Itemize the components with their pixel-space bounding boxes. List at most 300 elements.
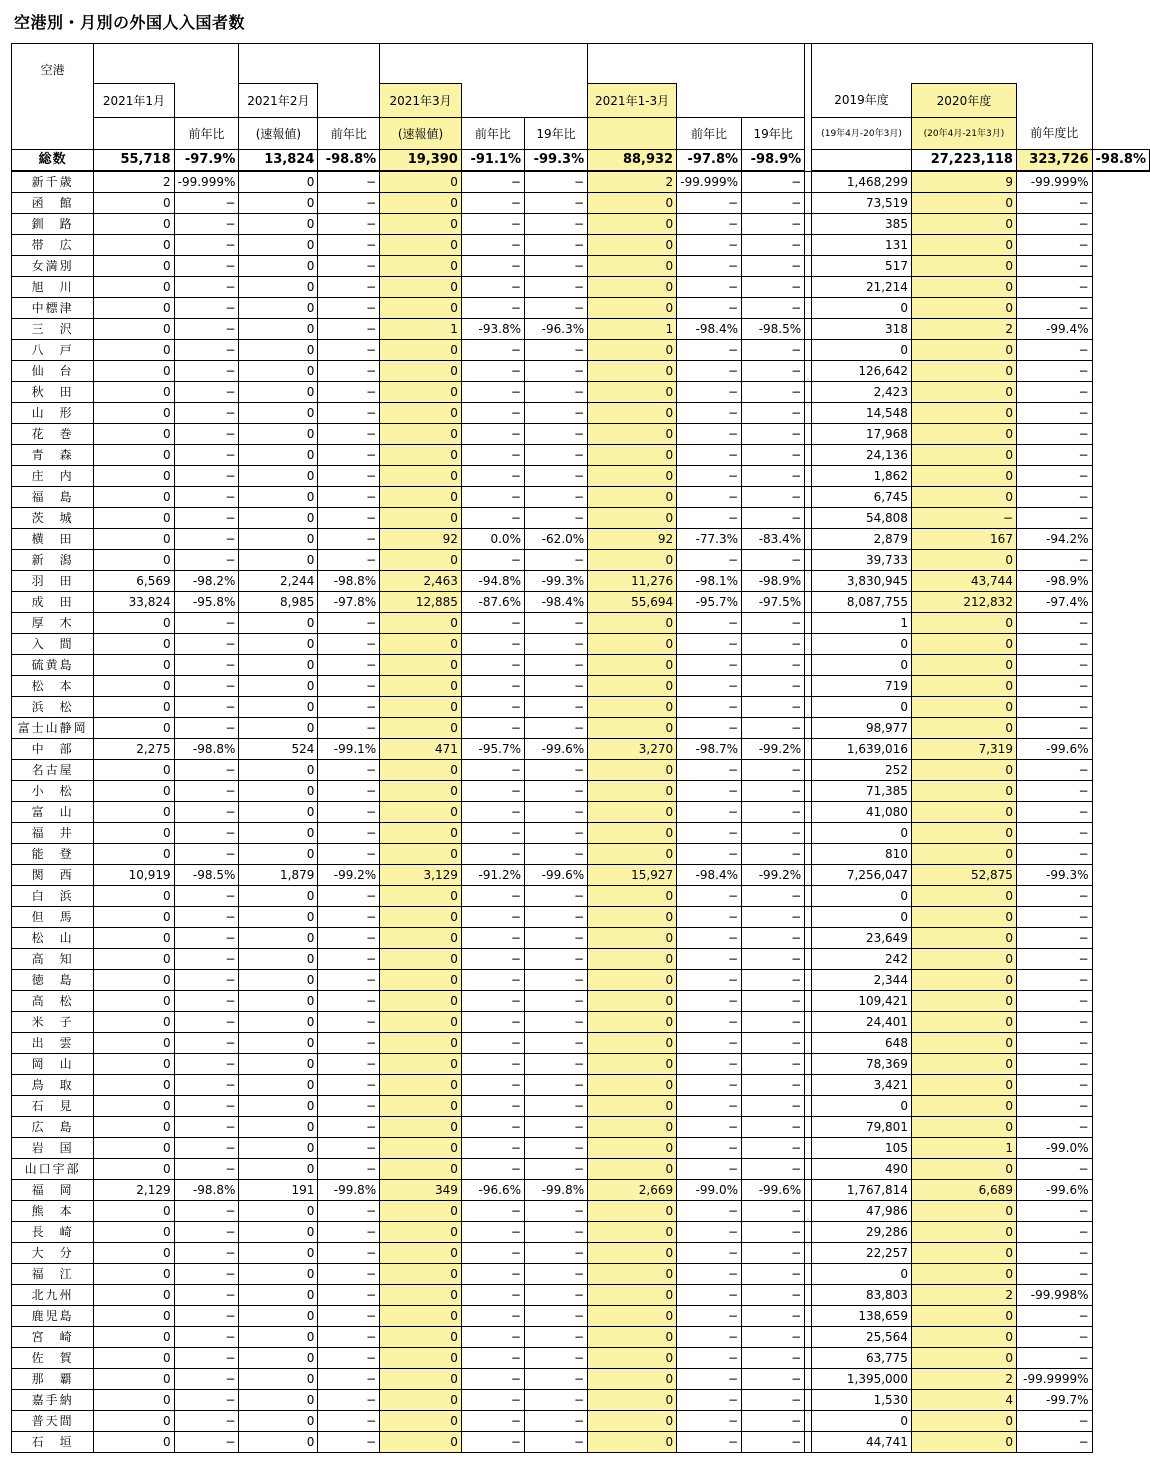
header-airport: 空港: [12, 44, 94, 84]
table-cell: −: [677, 1348, 742, 1369]
table-cell: −: [742, 676, 805, 697]
table-cell: 0: [239, 1075, 318, 1096]
table-cell: −: [1016, 907, 1092, 928]
table-cell: 0: [380, 1075, 462, 1096]
table-cell: 0: [239, 1222, 318, 1243]
header-q1: 2021年1-3月: [588, 84, 677, 118]
table-cell: 0: [239, 1285, 318, 1306]
table-cell: 0: [94, 487, 174, 508]
table-cell: −: [461, 949, 524, 970]
table-cell: 0: [812, 907, 912, 928]
header-fy2019: 2019年度: [812, 84, 912, 118]
airport-name: 花 巻: [12, 424, 94, 445]
table-cell: 323,726: [1016, 150, 1092, 172]
table-cell: −: [524, 886, 587, 907]
table-cell: 0: [588, 970, 677, 991]
table-cell: 78,369: [812, 1054, 912, 1075]
table-cell: -99.999%: [1016, 171, 1092, 193]
table-cell: 0: [239, 802, 318, 823]
table-cell: -87.6%: [461, 592, 524, 613]
table-cell: −: [174, 319, 239, 340]
table-cell: -99.8%: [524, 1180, 587, 1201]
table-cell: −: [461, 676, 524, 697]
table-cell: −: [174, 214, 239, 235]
table-cell: 11,276: [588, 571, 677, 592]
table-cell: −: [1016, 1348, 1092, 1369]
table-cell: −: [318, 1138, 380, 1159]
table-cell: −: [318, 676, 380, 697]
table-cell: 0: [588, 340, 677, 361]
table-cell: 73,519: [812, 193, 912, 214]
table-cell: −: [1016, 823, 1092, 844]
table-cell: −: [461, 1033, 524, 1054]
table-cell: −: [1016, 760, 1092, 781]
table-cell: −: [1016, 949, 1092, 970]
table-row: [12, 403, 1150, 424]
table-cell: 0: [239, 445, 318, 466]
table-cell: 0: [94, 1306, 174, 1327]
table-cell: 0: [911, 256, 1016, 277]
table-cell: −: [677, 214, 742, 235]
table-cell: −: [318, 361, 380, 382]
table-cell: −: [524, 340, 587, 361]
table-cell: 0: [588, 1390, 677, 1411]
table-cell: −: [1016, 1222, 1092, 1243]
table-cell: −: [742, 1411, 805, 1432]
table-cell: 0: [94, 403, 174, 424]
table-cell: −: [742, 1033, 805, 1054]
airport-name: 成 田: [12, 592, 94, 613]
table-cell: −: [524, 1222, 587, 1243]
table-cell: −: [461, 1285, 524, 1306]
table-cell: −: [461, 466, 524, 487]
airport-name: 中標津: [12, 298, 94, 319]
table-cell: 0: [911, 1075, 1016, 1096]
table-cell: −: [524, 1033, 587, 1054]
table-cell: −: [1016, 508, 1092, 529]
table-cell: −: [461, 235, 524, 256]
table-row: [12, 634, 1150, 655]
table-cell: 0: [911, 781, 1016, 802]
table-cell: 8,985: [239, 592, 318, 613]
table-cell: −: [742, 1243, 805, 1264]
table-cell: −: [318, 844, 380, 865]
table-cell: -62.0%: [524, 529, 587, 550]
table-cell: 43,744: [911, 571, 1016, 592]
table-cell: 0: [380, 445, 462, 466]
table-cell: 0: [588, 1327, 677, 1348]
table-cell: 0: [94, 445, 174, 466]
table-cell: −: [524, 1012, 587, 1033]
table-cell: −: [174, 445, 239, 466]
table-cell: 0: [588, 487, 677, 508]
table-cell: −: [524, 1285, 587, 1306]
table-cell: -99.2%: [742, 865, 805, 886]
table-cell: 83,803: [812, 1285, 912, 1306]
table-cell: -98.9%: [1016, 571, 1092, 592]
header-fy2019-sub: (19年4月-20年3月): [812, 118, 912, 150]
table-row: [12, 1306, 1150, 1327]
table-cell: 0: [239, 1159, 318, 1180]
table-cell: −: [174, 487, 239, 508]
table-cell: 92: [380, 529, 462, 550]
table-cell: 0: [911, 655, 1016, 676]
table-cell: 0: [239, 214, 318, 235]
table-cell: -99.999%: [174, 171, 239, 193]
table-cell: −: [1016, 235, 1092, 256]
table-cell: 0: [380, 1285, 462, 1306]
table-cell: −: [174, 298, 239, 319]
table-cell: 1,395,000: [812, 1369, 912, 1390]
table-cell: 0: [380, 235, 462, 256]
table-cell: -98.9%: [742, 571, 805, 592]
airport-name: 帯 広: [12, 235, 94, 256]
table-cell: 0: [239, 298, 318, 319]
table-cell: 22,257: [812, 1243, 912, 1264]
table-cell: 0: [239, 1432, 318, 1453]
table-cell: 0: [380, 1033, 462, 1054]
table-cell: -99.999%: [677, 171, 742, 193]
table-cell: 0: [239, 1054, 318, 1075]
airport-name: 広 島: [12, 1117, 94, 1138]
table-cell: 2,275: [94, 739, 174, 760]
table-cell: −: [1016, 361, 1092, 382]
table-cell: 0: [239, 760, 318, 781]
table-cell: −: [524, 949, 587, 970]
table-cell: −: [461, 1075, 524, 1096]
airport-name: 旭 川: [12, 277, 94, 298]
table-cell: −: [174, 424, 239, 445]
table-cell: −: [318, 760, 380, 781]
table-cell: 0: [588, 1243, 677, 1264]
airport-name: 嘉手納: [12, 1390, 94, 1411]
table-cell: −: [174, 697, 239, 718]
table-cell: 0: [239, 823, 318, 844]
header-q1-vs19: 19年比: [742, 118, 805, 150]
table-cell: −: [524, 634, 587, 655]
table-cell: 1,639,016: [812, 739, 912, 760]
table-cell: 0: [94, 1411, 174, 1432]
table-cell: 0: [588, 235, 677, 256]
table-cell: −: [461, 1117, 524, 1138]
table-cell: 0: [812, 1411, 912, 1432]
table-cell: -98.8%: [318, 150, 380, 172]
table-cell: 0: [380, 928, 462, 949]
table-cell: 14,548: [812, 403, 912, 424]
airport-name: 青 森: [12, 445, 94, 466]
table-cell: −: [742, 256, 805, 277]
table-cell: 0: [94, 781, 174, 802]
table-cell: −: [524, 1138, 587, 1159]
table-cell: −: [318, 1327, 380, 1348]
table-row: [12, 193, 1150, 214]
table-cell: -83.4%: [742, 529, 805, 550]
table-cell: −: [318, 466, 380, 487]
table-cell: −: [742, 550, 805, 571]
table-cell: 7,256,047: [812, 865, 912, 886]
table-cell: 0: [94, 1369, 174, 1390]
table-cell: −: [524, 1327, 587, 1348]
airport-name: 浜 松: [12, 697, 94, 718]
table-cell: 0: [380, 508, 462, 529]
table-cell: 0: [380, 487, 462, 508]
table-cell: 0: [911, 466, 1016, 487]
table-cell: −: [318, 1306, 380, 1327]
table-cell: −: [742, 403, 805, 424]
table-cell: −: [677, 1117, 742, 1138]
table-cell: 0: [380, 403, 462, 424]
table-cell: −: [461, 214, 524, 235]
table-cell: −: [461, 823, 524, 844]
table-cell: −: [524, 760, 587, 781]
table-cell: −: [318, 529, 380, 550]
table-row: [12, 382, 1150, 403]
table-cell: 2: [911, 319, 1016, 340]
table-cell: −: [524, 466, 587, 487]
table-cell: −: [524, 844, 587, 865]
table-row: [12, 361, 1150, 382]
header-mar-vs19: 19年比: [524, 118, 587, 150]
table-cell: −: [677, 1369, 742, 1390]
table-cell: 0: [94, 949, 174, 970]
table-cell: −: [318, 781, 380, 802]
table-cell: 0: [239, 193, 318, 214]
table-cell: 0: [239, 613, 318, 634]
airport-name: 岡 山: [12, 1054, 94, 1075]
airport-name: 佐 賀: [12, 1348, 94, 1369]
table-cell: 0: [94, 319, 174, 340]
table-cell: 1,862: [812, 466, 912, 487]
table-cell: −: [524, 718, 587, 739]
table-cell: −: [742, 361, 805, 382]
header-feb-sub: (速報値): [239, 118, 318, 150]
table-cell: 349: [380, 1180, 462, 1201]
table-cell: 0: [94, 1054, 174, 1075]
table-cell: −: [742, 1285, 805, 1306]
table-cell: 3,270: [588, 739, 677, 760]
table-cell: −: [174, 466, 239, 487]
table-cell: −: [677, 928, 742, 949]
table-cell: −: [524, 214, 587, 235]
table-cell: −: [174, 613, 239, 634]
table-cell: 0: [911, 340, 1016, 361]
table-cell: 0: [588, 1264, 677, 1285]
table-cell: 2: [588, 171, 677, 193]
table-cell: −: [318, 382, 380, 403]
table-cell: 0: [380, 655, 462, 676]
table-cell: 0: [380, 991, 462, 1012]
table-cell: −: [524, 193, 587, 214]
table-cell: 0: [588, 1306, 677, 1327]
table-cell: −: [742, 970, 805, 991]
table-cell: −: [1016, 886, 1092, 907]
table-cell: 0: [94, 1222, 174, 1243]
table-cell: −: [1016, 655, 1092, 676]
table-row: [12, 1201, 1150, 1222]
table-cell: −: [742, 277, 805, 298]
table-cell: 33,824: [94, 592, 174, 613]
table-cell: 0: [239, 991, 318, 1012]
table-row: [12, 1390, 1150, 1411]
table-cell: 0: [588, 1432, 677, 1453]
header-jan: 2021年1月: [94, 84, 174, 118]
table-cell: 0: [239, 949, 318, 970]
table-cell: 0: [588, 193, 677, 214]
table-cell: −: [461, 1012, 524, 1033]
table-row: [12, 928, 1150, 949]
table-cell: −: [174, 1033, 239, 1054]
table-cell: 0: [380, 214, 462, 235]
table-row: [12, 991, 1150, 1012]
table-cell: 0: [239, 697, 318, 718]
table-cell: 0: [239, 928, 318, 949]
table-cell: 0: [588, 1012, 677, 1033]
table-cell: −: [461, 1138, 524, 1159]
table-cell: −: [318, 1222, 380, 1243]
table-cell: −: [461, 508, 524, 529]
table-cell: −: [1016, 277, 1092, 298]
table-cell: −: [318, 1159, 380, 1180]
airport-name: 福 井: [12, 823, 94, 844]
table-cell: 0: [239, 235, 318, 256]
table-cell: −: [174, 970, 239, 991]
table-cell: 0: [380, 718, 462, 739]
airport-name: 出 雲: [12, 1033, 94, 1054]
table-cell: −: [461, 382, 524, 403]
table-cell: −: [1016, 1201, 1092, 1222]
table-cell: -91.1%: [461, 150, 524, 172]
table-cell: 0: [812, 886, 912, 907]
table-cell: 0: [380, 298, 462, 319]
table-cell: −: [318, 256, 380, 277]
table-cell: −: [677, 256, 742, 277]
table-cell: −: [174, 529, 239, 550]
table-cell: −: [461, 298, 524, 319]
table-cell: −: [461, 781, 524, 802]
table-cell: −: [1016, 613, 1092, 634]
table-cell: 8,087,755: [812, 592, 912, 613]
table-row: [12, 277, 1150, 298]
table-cell: −: [461, 760, 524, 781]
table-cell: 0: [588, 382, 677, 403]
table-cell: −: [742, 613, 805, 634]
table-cell: 0: [588, 781, 677, 802]
table-cell: −: [318, 1285, 380, 1306]
table-cell: 0: [380, 256, 462, 277]
airport-name: 小 松: [12, 781, 94, 802]
header-fy2020: 2020年度: [911, 84, 1016, 118]
table-cell: −: [677, 403, 742, 424]
table-row: [12, 214, 1150, 235]
table-cell: 138,659: [812, 1306, 912, 1327]
table-cell: −: [742, 1432, 805, 1453]
table-cell: 44,741: [812, 1432, 912, 1453]
table-cell: −: [318, 424, 380, 445]
table-cell: −: [174, 991, 239, 1012]
table-cell: -98.7%: [677, 739, 742, 760]
table-cell: −: [461, 1264, 524, 1285]
table-cell: 0: [94, 1327, 174, 1348]
table-cell: −: [318, 340, 380, 361]
table-row: [12, 550, 1150, 571]
table-cell: 0: [94, 1159, 174, 1180]
table-cell: −: [742, 508, 805, 529]
table-cell: −: [318, 1432, 380, 1453]
airport-name: 新 潟: [12, 550, 94, 571]
table-cell: −: [677, 298, 742, 319]
table-cell: −: [174, 676, 239, 697]
table-cell: −: [174, 949, 239, 970]
table-cell: 0: [94, 991, 174, 1012]
table-cell: 0: [380, 1369, 462, 1390]
table-cell: 3,129: [380, 865, 462, 886]
table-cell: 0: [588, 424, 677, 445]
table-cell: 19,390: [380, 150, 462, 172]
table-cell: −: [461, 613, 524, 634]
table-cell: −: [461, 1201, 524, 1222]
table-cell: -98.1%: [677, 571, 742, 592]
airport-name: 入 間: [12, 634, 94, 655]
table-cell: −: [318, 1411, 380, 1432]
table-cell: −: [318, 1369, 380, 1390]
table-row: [12, 256, 1150, 277]
header-q1-yoy: 前年比: [677, 118, 742, 150]
table-cell: −: [524, 403, 587, 424]
table-cell: 0: [94, 529, 174, 550]
table-cell: 0: [94, 466, 174, 487]
table-cell: 0: [380, 886, 462, 907]
table-cell: −: [742, 382, 805, 403]
table-cell: −: [742, 781, 805, 802]
table-cell: 0: [94, 1201, 174, 1222]
table-cell: −: [677, 1075, 742, 1096]
airport-name: 八 戸: [12, 340, 94, 361]
table-cell: 0: [380, 1117, 462, 1138]
table-cell: 55,694: [588, 592, 677, 613]
table-cell: −: [742, 1138, 805, 1159]
table-cell: 0: [911, 907, 1016, 928]
table-cell: 0: [588, 361, 677, 382]
table-cell: -95.7%: [677, 592, 742, 613]
table-cell: 0: [239, 655, 318, 676]
table-cell: 0: [94, 550, 174, 571]
table-cell: −: [1016, 298, 1092, 319]
table-cell: 0: [812, 634, 912, 655]
table-cell: −: [677, 634, 742, 655]
table-cell: −: [461, 1390, 524, 1411]
table-cell: −: [911, 508, 1016, 529]
table-cell: −: [174, 1201, 239, 1222]
table-cell: 131: [812, 235, 912, 256]
table-cell: -99.2%: [742, 739, 805, 760]
table-cell: −: [742, 718, 805, 739]
table-cell: 0: [380, 1222, 462, 1243]
table-cell: −: [174, 1285, 239, 1306]
table-cell: 1: [380, 319, 462, 340]
table-cell: −: [174, 823, 239, 844]
table-cell: 0: [911, 403, 1016, 424]
table-cell: −: [461, 697, 524, 718]
airport-name: 中 部: [12, 739, 94, 760]
table-cell: 0: [239, 256, 318, 277]
airport-name: 普天間: [12, 1411, 94, 1432]
table-row: [12, 1369, 1150, 1390]
table-cell: −: [742, 655, 805, 676]
table-cell: -95.7%: [461, 739, 524, 760]
table-cell: −: [318, 1075, 380, 1096]
table-cell: 648: [812, 1033, 912, 1054]
table-cell: −: [174, 1117, 239, 1138]
